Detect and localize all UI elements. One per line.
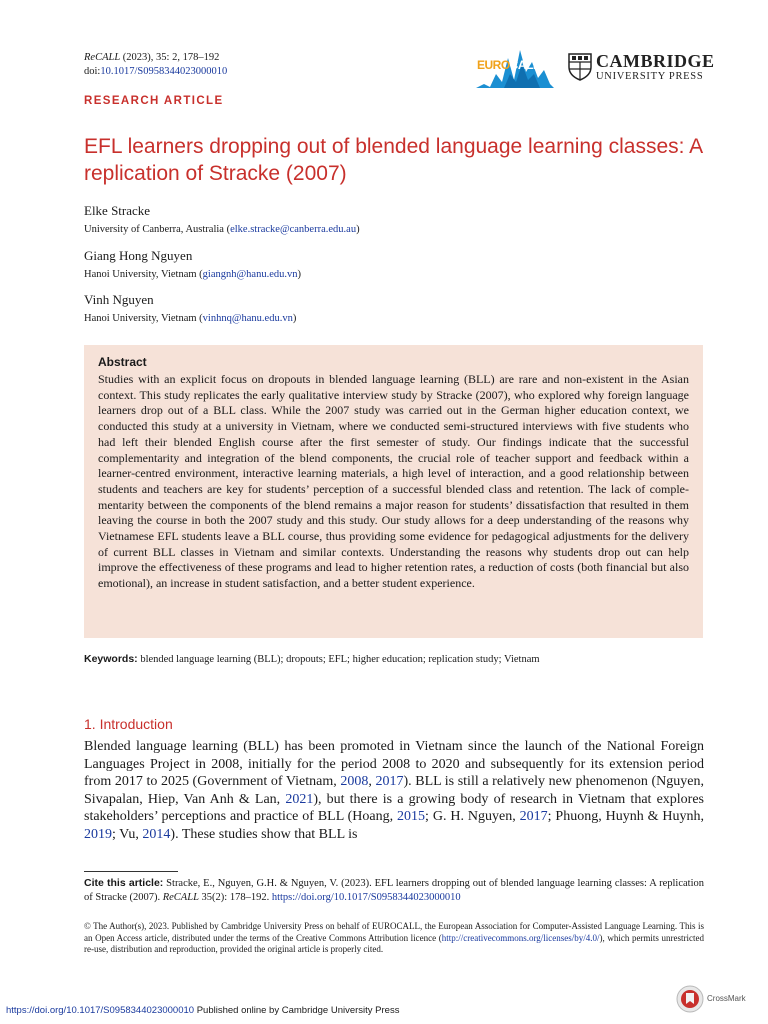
abstract-box — [84, 345, 703, 638]
author-name: Giang Hong Nguyen — [84, 248, 193, 263]
cambridge-shield-icon — [568, 53, 592, 81]
author-affiliation: Hanoi University, Vietnam (vinhnq@hanu.edu.vn) — [84, 313, 297, 324]
journal-volume: (2023), 35: 2, 178–192 — [120, 52, 220, 63]
publisher-logos — [474, 44, 714, 92]
intro-text: ; Vu, — [112, 826, 143, 842]
reference-link[interactable]: 2015 — [397, 809, 426, 825]
cite-label: Cite this article: — [84, 877, 164, 889]
journal-name: ReCALL — [84, 52, 121, 63]
license-link[interactable]: http://creativecommons.org/licenses/by/4.0/ — [441, 932, 600, 943]
cite-journal: ReCALL — [162, 892, 199, 903]
author-name: Elke Stracke — [84, 203, 151, 218]
eurocall-wordmark — [477, 58, 540, 72]
intro-text: Blended language learning (BLL) has been promoted in Vietnam since the launch of the National Foreign Languages Project in 2008, initially for the period 2008 to 2020 and subsequently for its extension period from 2017 to 2025 (Government of Vietnam, — [84, 739, 704, 790]
cambridge-press: UNIVERSITY PRESS — [596, 71, 704, 82]
cambridge-name: CAMBRIDGE — [596, 51, 715, 71]
affiliation-text: Hanoi University, Vietnam — [84, 269, 197, 280]
section-heading-introduction: 1. Introduction — [84, 716, 173, 732]
author-email-link[interactable]: vinhnq@hanu.edu.vn — [202, 313, 293, 324]
crossmark-icon — [676, 985, 704, 1013]
reference-link[interactable]: 2019 — [84, 826, 112, 842]
author-affiliation: University of Canberra, Australia (elke.stracke@canberra.edu.au) — [84, 224, 360, 235]
author-affiliation: Hanoi University, Vietnam (giangnh@hanu.edu.vn) — [84, 269, 301, 280]
keywords — [84, 653, 704, 665]
crossmark-button[interactable] — [676, 985, 766, 1015]
reference-link[interactable]: 2017 — [375, 774, 404, 790]
reference-link[interactable]: 2014 — [142, 826, 171, 842]
intro-text: ), but there is a growing body of research in Vietnam that explores stakeholders’ perceptions and practice of BLL (Hoang, — [84, 791, 705, 825]
footnote-divider — [84, 871, 178, 872]
reference-link[interactable]: 2021 — [285, 791, 314, 807]
eurocall-part1: EURO — [477, 58, 510, 72]
cite-text: Stracke, E., Nguyen, G.H. & Nguyen, V. (2023). EFL learners dropping out of blended language learning classes: A replication of Stracke (2007). — [84, 878, 704, 903]
cite-rest: 35(2): 178–192. — [198, 892, 272, 903]
eurocall-part2: CALL — [509, 58, 540, 72]
keywords-text: blended language learning (BLL); dropouts; EFL; higher education; replication study; Vietnam — [137, 654, 540, 665]
intro-text: ). These studies show that BLL is — [170, 826, 358, 842]
journal-citation — [84, 51, 227, 79]
intro-text: ). BLL is still a relatively new phenomenon (Nguyen, Sivapalan, Hiep, Van Anh & Lan, — [84, 774, 704, 807]
keywords-label: Keywords: — [84, 653, 138, 665]
footer-doi-link[interactable]: https://doi.org/10.1017/S0958344023000010 — [6, 1005, 195, 1016]
cite-doi-link[interactable]: https://doi.org/10.1017/S0958344023000010 — [271, 892, 461, 903]
article-title: EFL learners dropping out of blended language learning classes: A replication of Stracke (2007) — [84, 135, 702, 185]
intro-text: ; Phuong, Huynh & Huynh, — [547, 809, 705, 825]
author-name: Vinh Nguyen — [84, 292, 154, 307]
license-text: © The Author(s), 2023. Published by Cambridge University Press on behalf of EUROCALL, the European Association for Computer-Assisted Language Learning. This is an Open Access article, distributed under the terms of the Creative Commons Attribution licence ( — [84, 921, 704, 943]
affiliation-text: Hanoi University, Vietnam — [84, 313, 197, 324]
reference-link[interactable]: 2008 — [340, 774, 369, 790]
intro-text: ; G. H. Nguyen, — [425, 809, 520, 825]
article-type: RESEARCH ARTICLE — [84, 95, 224, 107]
page-footer — [6, 1005, 399, 1016]
introduction-paragraph — [84, 738, 704, 844]
eurocall-logo — [474, 44, 556, 92]
abstract-text: Studies with an explicit focus on dropouts in blended language learning (BLL) are rare and non-existent in the Asian context. This study replicates the early qualitative interview study by Stracke (2007), who explored why foreign language learners drop out of a BLL class. While the 2007 study was carried out in the German higher education context, we conducted this study at a university in Vietnam, where we conducted semi-structured interviews with five students who had left their blended English course after the first semester of study. Our findings indicate that the successful complementarity and integration of the blend components, the crucial role of teacher support and feedback within a learner-centred environment, interactive learning materials, a high level of interaction, and a good relationship between students and teachers are key for students’ perception of a successful blended class and retention. The lack of comple-mentarity between the components of the blend remains a major reason for students’ dissatisfaction that resulted in them leaving the course in both the 2007 study and this study. Our study allows for a deep understanding of the reasons why Vietnamese EFL students leave a BLL course, thus providing some evidence for pedagogical adjustments for the delivery of current BLL classes in Vietnam and similar contexts. Understanding the reasons why students drop out can help improve the effectiveness of these programs and lead to higher retention rates, a reduction of costs (both financial but also emotional), an increase in student satisfaction, and a better student experience. — [98, 372, 689, 591]
cite-this-article — [84, 876, 704, 905]
abstract-heading: Abstract — [98, 355, 147, 369]
reference-link[interactable]: 2017 — [519, 809, 548, 825]
footer-text: Published online by Cambridge University Press — [194, 1005, 400, 1016]
crossmark-label: CrossMark — [707, 994, 746, 1003]
doi-prefix: doi: — [84, 66, 101, 77]
doi-link[interactable]: 10.1017/S0958344023000010 — [100, 66, 228, 77]
license-notice — [84, 921, 704, 956]
affiliation-text: University of Canberra, Australia — [84, 224, 224, 235]
author-email-link[interactable]: elke.stracke@canberra.edu.au — [230, 224, 357, 235]
license-text: ), which permits unrestricted re-use, distribution and reproduction, provided the original article is properly cited. — [84, 932, 704, 955]
intro-text: , — [368, 774, 376, 790]
author-email-link[interactable]: giangnh@hanu.edu.vn — [202, 269, 298, 280]
